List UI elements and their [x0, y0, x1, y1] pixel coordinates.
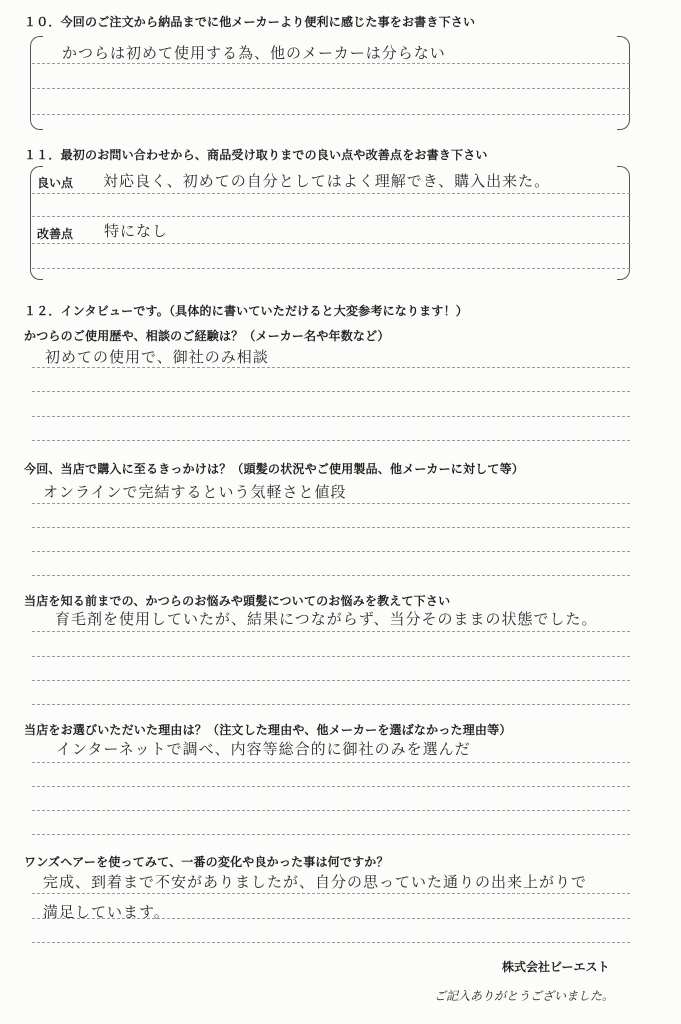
answer-12b: オンラインで完結するという気軽さと値段 — [43, 483, 347, 501]
writing-line — [32, 656, 630, 657]
writing-line — [32, 575, 630, 576]
writing-line — [32, 216, 630, 217]
writing-line — [32, 268, 630, 269]
writing-line — [32, 762, 630, 763]
writing-line — [32, 114, 630, 115]
good-point-label: 良い点 — [37, 176, 74, 190]
question-12a: かつらのご使用歴や、相談のご経験は？（メーカー名や年数など） — [24, 329, 390, 343]
writing-line — [32, 551, 630, 552]
question-12: １２．インタビューです。（具体的に書いていただけると大変参考になります！） — [24, 304, 468, 318]
answer-12e-line2: 満足しています。 — [43, 903, 170, 921]
writing-line — [32, 631, 630, 632]
answer-11-improve: 特になし — [104, 222, 169, 240]
company-name: 株式会社ビーエスト — [502, 960, 610, 974]
question-12d: 当店をお選びいただいた理由は？（注文した理由や、他メーカーを選ばなかった理由等） — [24, 723, 512, 737]
answer-bracket-left — [30, 36, 43, 130]
writing-line — [32, 503, 630, 504]
writing-line — [32, 63, 630, 64]
writing-line — [32, 367, 630, 368]
answer-10: かつらは初めて使用する為、他のメーカーは分らない — [62, 44, 446, 62]
writing-line — [32, 391, 630, 392]
writing-line — [32, 942, 630, 943]
question-12e: ワンズヘアーを使ってみて、一番の変化や良かった事は何ですか？ — [24, 855, 389, 869]
answer-12d: インターネットで調べ、内容等総合的に御社のみを選んだ — [56, 740, 471, 758]
thank-you-note: ご記入ありがとうございました。 — [434, 989, 615, 1003]
writing-line — [32, 893, 630, 894]
writing-line — [32, 810, 630, 811]
improvement-label: 改善点 — [37, 227, 74, 241]
writing-line — [32, 786, 630, 787]
writing-line — [32, 243, 630, 244]
writing-line — [32, 88, 630, 89]
writing-line — [32, 704, 630, 705]
writing-line — [32, 527, 630, 528]
answer-bracket-right — [617, 166, 630, 280]
question-12c: 当店を知る前までの、かつらのお悩みや頭髪についてのお悩みを教えて下さい — [24, 594, 451, 608]
writing-line — [32, 193, 630, 194]
answer-12e-line1: 完成、到着まで不安がありましたが、自分の思っていた通りの出来上がりで — [43, 873, 588, 891]
writing-line — [32, 918, 630, 919]
writing-line — [32, 680, 630, 681]
question-11: １１．最初のお問い合わせから、商品受け取りまでの良い点や改善点をお書き下さい — [24, 148, 488, 162]
answer-11-good: 対応良く、初めての自分としてはよく理解でき、購入出来た。 — [103, 172, 551, 190]
question-12b: 今回、当店で購入に至るきっかけは？（頭髪の状況やご使用製品、他メーカーに対して等） — [24, 462, 524, 476]
question-10: １０．今回のご注文から納品までに他メーカーより便利に感じた事をお書き下さい — [24, 15, 476, 29]
answer-12c: 育毛剤を使用していたが、結果につながらず、当分そのままの状態でした。 — [55, 610, 598, 628]
answer-12a: 初めての使用で、御社のみ相談 — [45, 348, 269, 366]
answer-bracket-right — [617, 36, 630, 130]
writing-line — [32, 834, 630, 835]
writing-line — [32, 416, 630, 417]
writing-line — [32, 440, 630, 441]
